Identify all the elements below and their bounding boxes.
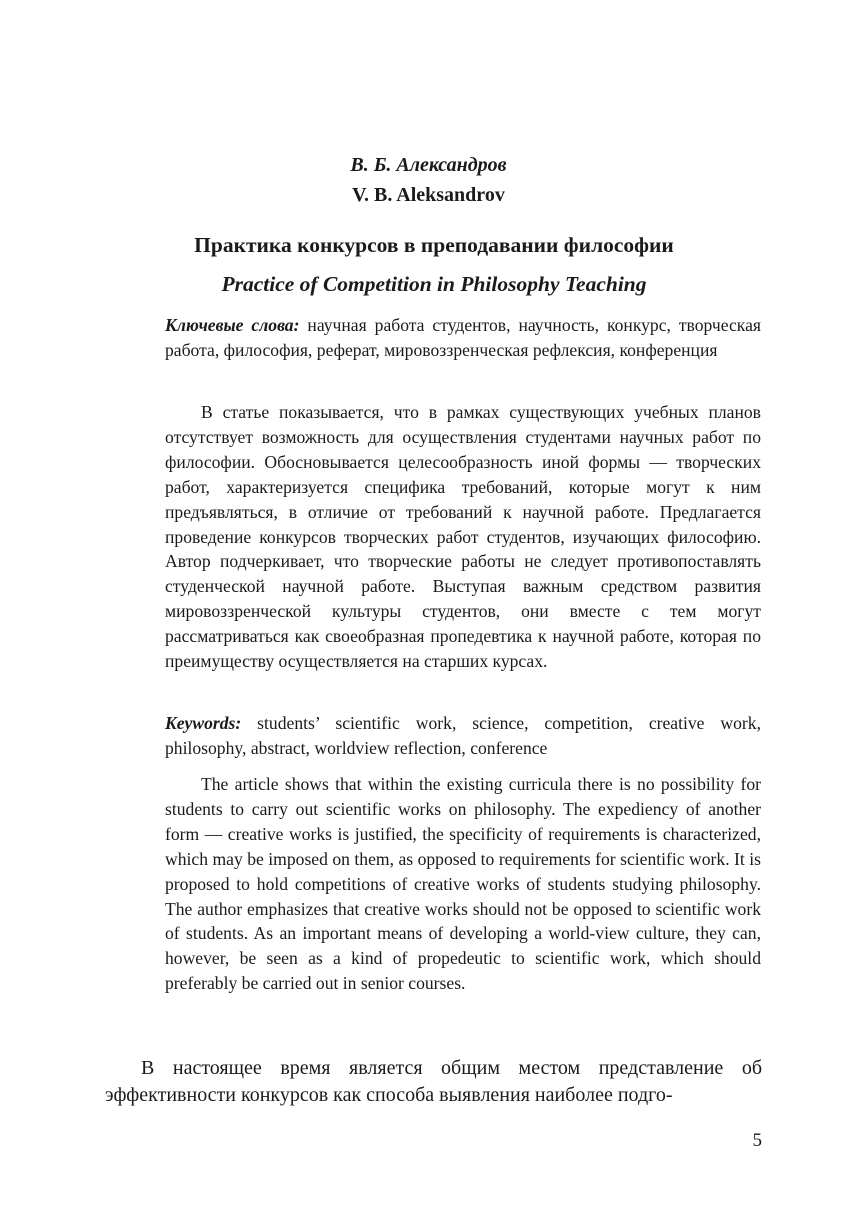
author-name-en: V. B. Aleksandrov [352,184,505,206]
keywords-ru-label: Ключевые слова: [165,315,300,335]
page-number: 5 [752,1130,762,1151]
abstract-en-text: The article shows that within the existing curricula there is no possibility for students to carry out scientific works on philosophy. The expediency of another form — creative works is justified, the specificity of requirements is characterized, which may be imposed on them, as opposed to requirements for scientific work. It is proposed to hold competitions of creative works of students studying philosophy. The author emphasizes that creative works should not be opposed to scientific work of students. As an important means of developing a world-view culture, they can, however, be seen as a kind of propedeutic to scientific work, which should preferably be carried out in senior courses. [165,774,761,994]
keywords-ru [165,313,761,363]
author-name-ru: В. Б. Александров [350,154,507,176]
abstract-en [165,772,761,996]
author-block [0,150,857,210]
keywords-en-label: Keywords: [165,713,242,733]
keywords-en-text: students’ scientific work, science, competition, creative work, philosophy, abstract, worldview reflection, conference [165,713,761,758]
body-paragraph-text: В настоящее время является общим местом представление об эффективности конкурсов как способа выявления наиболее подго- [105,1057,762,1106]
abstract-ru [165,400,761,674]
keywords-en [165,711,761,761]
body-paragraph [105,1055,762,1109]
article-title-en: Practice of Competition in Philosophy Teaching [221,272,647,296]
abstract-ru-text: В статье показывается, что в рамках существующих учебных планов отсутствует возможность для осуществления студентами научных работ по философии. Обосновывается целесообразность иной формы — творческих работ, характеризуется специфика требований, которые могут к ним предъявляться, в отличие от требований к научной работе. Предлагается проведение конкурсов творческих работ студентов, изучающих философию. Автор подчеркивает, что творческие работы не следует противопоставлять студенческой научной работе. Выступая важным средством развития мировоззренческой культуры студентов, они вместе с тем могут рассматриваться как своеобразная пропедевтика к научной работе, которая по преимуществу осуществляется на старших курсах. [165,402,761,672]
keywords-ru-text: научная работа студентов, научность, конкурс, творческая работа, философия, реферат, мировоззренческая рефлексия, конференция [165,315,761,360]
article-title-ru: Практика конкурсов в преподавании философии [194,233,674,257]
